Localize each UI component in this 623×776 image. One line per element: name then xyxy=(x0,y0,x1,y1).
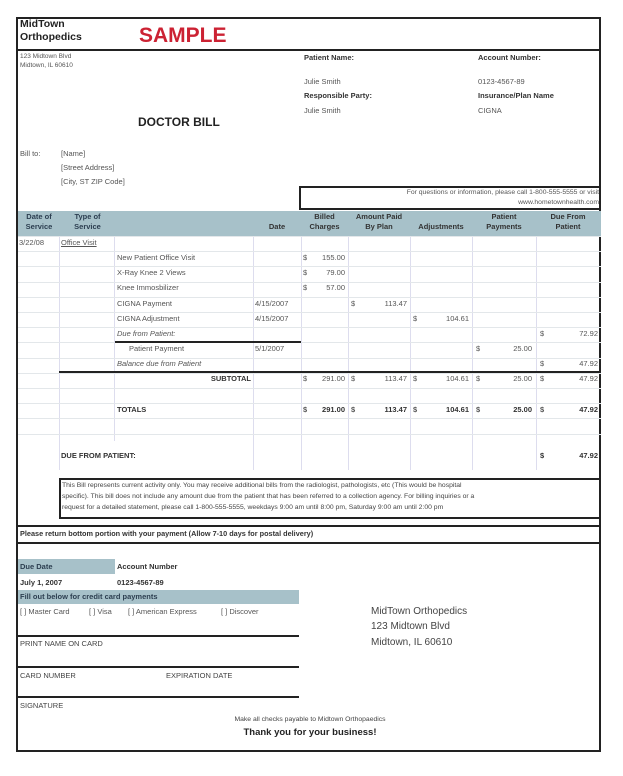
hdr-line: By Plan xyxy=(365,222,393,231)
totals-amount-billed: 291.00 xyxy=(322,405,345,414)
line-item-description: X-Ray Knee 2 Views xyxy=(117,268,186,278)
signature-line xyxy=(18,696,299,698)
grid-row-line xyxy=(18,434,601,435)
currency-symbol: $ xyxy=(303,374,308,383)
card-option-visa[interactable]: [ ] Visa xyxy=(89,607,112,616)
insurance-name: CIGNA xyxy=(478,106,502,115)
notice-line1: This Bill represents current activity only. You may receive additional bills from the radiologist, pathologists, etc (This would be hospital xyxy=(62,482,462,489)
bill-to-name: [Name] xyxy=(61,149,86,158)
subtotal-amount-due: 47.92 xyxy=(579,374,598,383)
hdr-line: Amount Paid xyxy=(355,212,403,221)
clinic-name-line1: MidTown xyxy=(20,18,65,30)
subtotal-amount-adj: 104.61 xyxy=(446,374,469,383)
currency-symbol: $ xyxy=(303,268,308,278)
signature-field[interactable]: SIGNATURE xyxy=(20,701,64,710)
currency-symbol: $ xyxy=(351,374,356,383)
remit-address-line1: MidTown Orthopedics xyxy=(371,606,468,617)
col-header-date-of-service xyxy=(18,212,60,232)
hdr-line: Patient xyxy=(555,222,581,231)
col-header-patient-payments xyxy=(472,212,536,232)
return-instruction: Please return bottom portion with your payment (Allow 7-10 days for postal delivery) xyxy=(20,529,314,538)
grid-row-line xyxy=(18,297,601,298)
sample-watermark: SAMPLE xyxy=(139,24,227,47)
print-name-field[interactable]: PRINT NAME ON CARD xyxy=(20,639,103,648)
subtotal-amount-pp: 25.00 xyxy=(513,374,532,383)
currency-symbol: $ xyxy=(413,405,418,414)
patient-name: Julie Smith xyxy=(304,77,341,86)
line-item-amount-billed: 57.00 xyxy=(326,283,345,293)
grid-line xyxy=(253,236,254,470)
line-item-description: CIGNA Adjustment xyxy=(117,313,180,323)
grid-row-line xyxy=(18,251,601,252)
remit-account: 0123-4567-89 xyxy=(117,578,164,587)
due-date: July 1, 2007 xyxy=(20,578,63,587)
grid-row-line xyxy=(18,236,601,237)
hdr-line: Service xyxy=(74,222,101,231)
totals-amount-pp: 25.00 xyxy=(513,405,532,414)
grid-line xyxy=(472,236,473,470)
notice-line3: request for a detailed statement, please call 1-800-555-5555, weekdays 9:00 am until 8:00 pm, Saturday 9:00 am until 2:00 pm xyxy=(62,504,444,511)
grid-row-line xyxy=(18,418,601,419)
totals-amount-paid: 113.47 xyxy=(384,405,407,414)
currency-symbol: $ xyxy=(476,344,481,354)
insurance-label: Insurance/Plan Name xyxy=(478,91,554,100)
hdr-line: Patient xyxy=(491,212,517,221)
line-item-date: 4/15/2007 xyxy=(255,298,289,308)
hdr-line: Billed xyxy=(314,212,335,221)
clinic-address-line1: 123 Midtown Blvd xyxy=(20,53,72,60)
clinic-name-line2: Orthopedics xyxy=(20,31,82,43)
grid-line xyxy=(536,236,537,470)
service-type-link[interactable]: Office Visit xyxy=(61,238,97,247)
card-option-mastercard[interactable]: [ ] Master Card xyxy=(20,607,70,616)
line-item-description: Due from Patient: xyxy=(117,329,176,338)
grid-line xyxy=(59,236,60,470)
grid-line xyxy=(410,236,411,470)
doc-title: DOCTOR BILL xyxy=(138,115,220,129)
line-item-amount-billed: 155.00 xyxy=(322,253,345,262)
card-option-amex[interactable]: [ ] American Express xyxy=(128,607,197,616)
col-header-billed xyxy=(301,212,348,232)
due-from-patient-amount: 47.92 xyxy=(579,451,598,460)
currency-symbol: $ xyxy=(303,283,308,293)
hdr-line: Payments xyxy=(486,222,522,231)
grid-row-line xyxy=(18,312,601,313)
clinic-address-line2: Midtown, IL 60610 xyxy=(20,62,73,69)
col-header-adjustments: Adjustments xyxy=(418,222,464,231)
hdr-line: Date of xyxy=(26,212,52,221)
return-top-line xyxy=(16,525,601,527)
header-divider xyxy=(16,49,601,51)
card-line xyxy=(18,666,299,668)
line-item-amount-due: 47.92 xyxy=(579,359,598,369)
subtotal-amount-paid: 113.47 xyxy=(384,374,407,383)
currency-symbol: $ xyxy=(540,405,545,414)
remit-account-label: Account Number xyxy=(117,562,178,571)
currency-symbol: $ xyxy=(476,405,481,414)
notice-line2: specific). This bill does not include any amount due from the patient that has been referred to a collection agency. For billing inquiries or a xyxy=(62,493,475,500)
currency-symbol: $ xyxy=(351,298,356,308)
line-item-amount-adj: 104.61 xyxy=(446,313,469,323)
col-header-due xyxy=(536,212,600,232)
currency-symbol: $ xyxy=(303,253,308,262)
currency-symbol: $ xyxy=(476,374,481,383)
hdr-line: Type of xyxy=(74,212,101,221)
account-number: 0123-4567-89 xyxy=(478,77,525,86)
col-header-date: Date xyxy=(268,222,286,231)
patient-name-label: Patient Name: xyxy=(304,53,355,62)
grid-row-line xyxy=(18,282,601,283)
thank-you: Thank you for your business! xyxy=(243,727,377,738)
grid-line xyxy=(301,236,302,470)
line-item-description: Knee Immosbilizer xyxy=(117,283,179,293)
service-date: 3/22/08 xyxy=(19,238,45,247)
currency-symbol: $ xyxy=(413,374,418,383)
hdr-line: Due From xyxy=(550,212,586,221)
subtotal-amount-billed: 291.00 xyxy=(322,374,345,383)
line-item-description: Patient Payment xyxy=(129,344,185,354)
col-header-type-of-service xyxy=(60,212,115,232)
line-item-amount-pp: 25.00 xyxy=(513,344,532,354)
totals-label: TOTALS xyxy=(117,405,147,414)
line-item-amount-billed: 79.00 xyxy=(326,268,345,278)
card-option-discover[interactable]: [ ] Discover xyxy=(221,607,259,616)
subtotal-label: SUBTOTAL xyxy=(210,374,251,383)
currency-symbol: $ xyxy=(540,374,545,383)
bill-frame xyxy=(16,17,601,752)
totals-amount-due: 47.92 xyxy=(579,405,598,414)
name-line xyxy=(18,635,299,637)
col-header-paid xyxy=(348,212,410,232)
totals-amount-adj: 104.61 xyxy=(446,405,469,414)
checks-payable: Make all checks payable to Midtown Orthopaedics xyxy=(234,716,386,723)
line-item-amount-paid: 113.47 xyxy=(384,298,407,308)
subtotal-separator xyxy=(59,371,601,373)
line-item-date: 4/15/2007 xyxy=(255,313,289,323)
line-item-description: Balance due from Patient xyxy=(117,359,202,369)
due-currency: $ xyxy=(540,451,545,460)
questions-line1: For questions or information, please call 1-800-555-5555 or visit xyxy=(406,189,599,196)
currency-symbol: $ xyxy=(540,329,545,338)
grid-line xyxy=(348,236,349,470)
grid-row-line xyxy=(18,388,601,389)
bill-to-street: [Street Address] xyxy=(61,163,115,172)
currency-symbol: $ xyxy=(413,313,418,323)
due-from-patient-label: DUE FROM PATIENT: xyxy=(61,451,136,460)
line-item-date: 5/1/2007 xyxy=(255,344,285,354)
due-separator xyxy=(115,341,301,343)
currency-symbol: $ xyxy=(303,405,308,414)
remit-address-line3: Midtown, IL 60610 xyxy=(371,637,453,648)
hdr-line: Charges xyxy=(309,222,340,231)
line-item-description: CIGNA Payment xyxy=(117,298,173,308)
line-item-amount-due: 72.92 xyxy=(579,329,598,338)
responsible-party-label: Responsible Party: xyxy=(304,91,372,100)
return-bottom-line xyxy=(16,542,601,544)
remit-address-line2: 123 Midtown Blvd xyxy=(371,621,450,632)
due-date-label: Due Date xyxy=(20,562,53,571)
card-number-field[interactable]: CARD NUMBER xyxy=(20,671,76,680)
bill-to-label: Bill to: xyxy=(20,149,41,158)
currency-symbol: $ xyxy=(540,359,545,369)
cc-header: Fill out below for credit card payments xyxy=(20,592,158,601)
grid-row-line xyxy=(18,358,601,359)
grid-row-line xyxy=(18,327,601,328)
currency-symbol: $ xyxy=(351,405,356,414)
questions-line2: www.hometownhealth.com xyxy=(518,199,599,206)
hdr-line: Service xyxy=(25,222,53,231)
expiration-date-field[interactable]: EXPIRATION DATE xyxy=(166,671,233,680)
bill-to-city: [City, ST ZIP Code] xyxy=(61,177,125,186)
grid-row-line xyxy=(18,266,601,267)
line-item-description: New Patient Office Visit xyxy=(117,253,196,262)
responsible-party: Julie Smith xyxy=(304,106,341,115)
account-number-label: Account Number: xyxy=(478,53,541,62)
